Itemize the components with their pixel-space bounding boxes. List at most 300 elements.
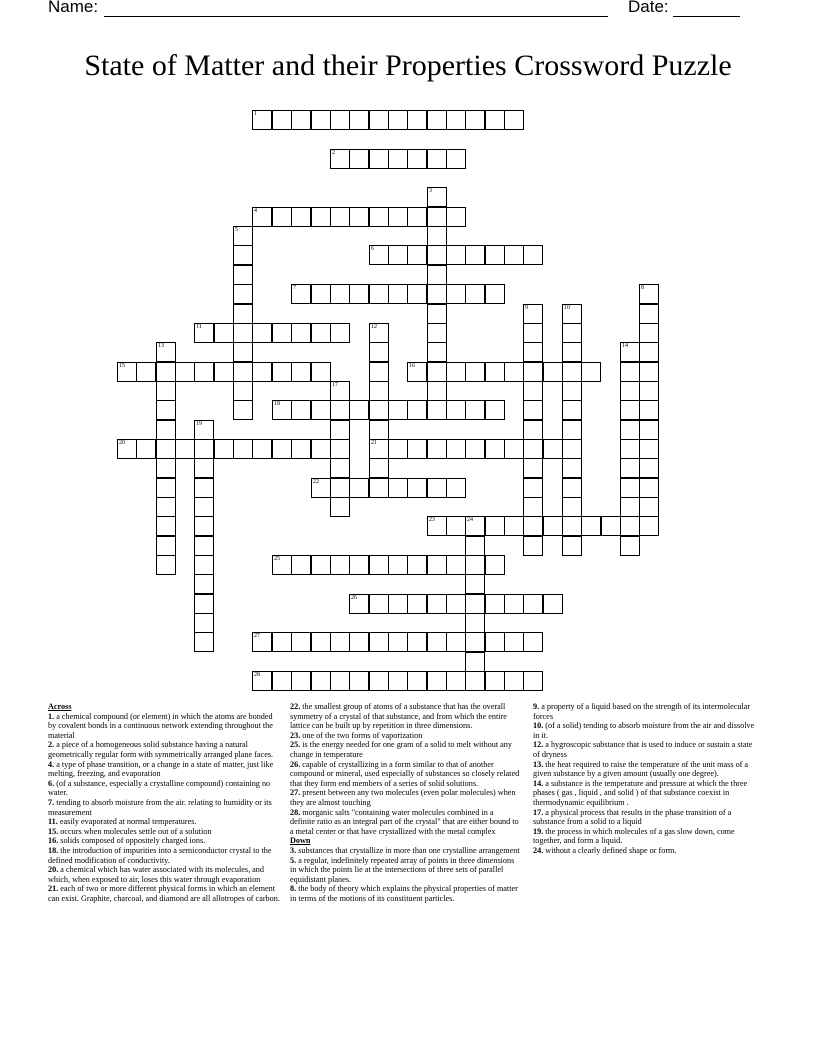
grid-cell[interactable]: [233, 439, 253, 459]
grid-cell[interactable]: [504, 516, 524, 536]
grid-cell[interactable]: [156, 342, 176, 362]
grid-cell[interactable]: [427, 516, 447, 536]
grid-cell[interactable]: [523, 632, 543, 652]
grid-cell[interactable]: [465, 594, 485, 614]
grid-cell[interactable]: [446, 439, 466, 459]
grid-cell[interactable]: [175, 439, 195, 459]
grid-cell[interactable]: [388, 207, 408, 227]
grid-cell[interactable]: [427, 381, 447, 401]
grid-cell[interactable]: [272, 110, 292, 130]
grid-cell[interactable]: [369, 420, 389, 440]
grid-cell[interactable]: [407, 594, 427, 614]
grid-cell[interactable]: [349, 555, 369, 575]
grid-cell[interactable]: [349, 110, 369, 130]
grid-cell[interactable]: [427, 245, 447, 265]
grid-cell[interactable]: [233, 265, 253, 285]
grid-cell[interactable]: [156, 458, 176, 478]
grid-cell[interactable]: [233, 284, 253, 304]
clue-down-8: 8. the body of theory which explains the physical properties of matter in terms of the motions of its constituent particles.: [290, 884, 518, 903]
grid-cell[interactable]: [523, 497, 543, 517]
clue-across-23: 23. one of the two forms of vaporization: [290, 730, 423, 740]
grid-cell[interactable]: [446, 632, 466, 652]
grid-cell[interactable]: [446, 555, 466, 575]
grid-cell[interactable]: [504, 594, 524, 614]
grid-cell[interactable]: [620, 420, 640, 440]
grid-cell[interactable]: [465, 555, 485, 575]
grid-cell[interactable]: [523, 323, 543, 343]
grid-cell[interactable]: [407, 110, 427, 130]
grid-cell[interactable]: [485, 284, 505, 304]
grid-cell[interactable]: [620, 439, 640, 459]
grid-cell[interactable]: [504, 110, 524, 130]
grid-cell[interactable]: [620, 400, 640, 420]
grid-cell[interactable]: [581, 516, 601, 536]
grid-cell[interactable]: [156, 400, 176, 420]
grid-cell[interactable]: [562, 536, 582, 556]
grid-cell[interactable]: [465, 652, 485, 672]
grid-cell[interactable]: [485, 245, 505, 265]
grid-cell[interactable]: [620, 478, 640, 498]
grid-cell[interactable]: [639, 458, 659, 478]
grid-cell[interactable]: [156, 536, 176, 556]
grid-cell[interactable]: [311, 362, 331, 382]
grid-cell[interactable]: [194, 613, 214, 633]
grid-cell[interactable]: [349, 400, 369, 420]
grid-cell[interactable]: [485, 516, 505, 536]
grid-cell[interactable]: [485, 400, 505, 420]
grid-cell[interactable]: [272, 323, 292, 343]
grid-cell[interactable]: [233, 342, 253, 362]
grid-cell[interactable]: [311, 400, 331, 420]
grid-cell[interactable]: [233, 400, 253, 420]
grid-cell[interactable]: [523, 594, 543, 614]
grid-cell[interactable]: [562, 516, 582, 536]
grid-cell[interactable]: [233, 304, 253, 324]
grid-cell[interactable]: [369, 632, 389, 652]
grid-cell[interactable]: [465, 400, 485, 420]
grid-cell[interactable]: [427, 149, 447, 169]
grid-cell[interactable]: [465, 439, 485, 459]
grid-cell[interactable]: [330, 478, 350, 498]
grid-cell[interactable]: [233, 245, 253, 265]
grid-cell[interactable]: [427, 207, 447, 227]
grid-cell[interactable]: [311, 478, 331, 498]
grid-cell[interactable]: [639, 284, 659, 304]
grid-cell[interactable]: [156, 478, 176, 498]
grid-cell[interactable]: [639, 400, 659, 420]
grid-cell[interactable]: [349, 149, 369, 169]
grid-cell[interactable]: [272, 671, 292, 691]
grid-cell[interactable]: [639, 439, 659, 459]
grid-cell[interactable]: [523, 381, 543, 401]
grid-cell[interactable]: [485, 439, 505, 459]
grid-cell[interactable]: [291, 207, 311, 227]
grid-cell[interactable]: [369, 671, 389, 691]
grid-cell[interactable]: [136, 439, 156, 459]
grid-cell[interactable]: [252, 632, 272, 652]
grid-cell[interactable]: [523, 458, 543, 478]
grid-cell[interactable]: [620, 536, 640, 556]
grid-cell[interactable]: [504, 671, 524, 691]
grid-cell[interactable]: [272, 362, 292, 382]
grid-cell[interactable]: [252, 671, 272, 691]
grid-cell[interactable]: [330, 381, 350, 401]
grid-cell[interactable]: [156, 381, 176, 401]
grid-cell[interactable]: [291, 439, 311, 459]
grid-cell[interactable]: [311, 284, 331, 304]
grid-cell[interactable]: [620, 516, 640, 536]
grid-cell[interactable]: [620, 362, 640, 382]
grid-cell[interactable]: [465, 284, 485, 304]
grid-cell[interactable]: [427, 187, 447, 207]
grid-cell[interactable]: [465, 632, 485, 652]
grid-cell[interactable]: [194, 420, 214, 440]
grid-cell[interactable]: [194, 574, 214, 594]
grid-cell[interactable]: [639, 516, 659, 536]
grid-cell[interactable]: [311, 439, 331, 459]
grid-cell[interactable]: [369, 555, 389, 575]
grid-cell[interactable]: [291, 555, 311, 575]
grid-cell[interactable]: [504, 439, 524, 459]
grid-cell[interactable]: [543, 594, 563, 614]
grid-cell[interactable]: [620, 497, 640, 517]
grid-cell[interactable]: [543, 516, 563, 536]
grid-cell[interactable]: [446, 207, 466, 227]
grid-cell[interactable]: [562, 381, 582, 401]
grid-cell[interactable]: [291, 400, 311, 420]
grid-cell[interactable]: [427, 439, 447, 459]
grid-cell[interactable]: [156, 555, 176, 575]
grid-cell[interactable]: [369, 323, 389, 343]
clue-down-13: 13. the heat required to raise the temperature of the unit mass of a given substance by a given amount (usually one degree).: [533, 759, 749, 779]
grid-cell[interactable]: [427, 555, 447, 575]
grid-cell[interactable]: [291, 671, 311, 691]
grid-cell[interactable]: [388, 671, 408, 691]
grid-cell[interactable]: [427, 594, 447, 614]
grid-cell[interactable]: [465, 613, 485, 633]
grid-cell[interactable]: [117, 439, 137, 459]
clue-across-16: 16. solids composed of oppositely charged ions.: [48, 836, 206, 846]
grid-cell[interactable]: [272, 439, 292, 459]
grid-cell[interactable]: [233, 362, 253, 382]
grid-cell[interactable]: [465, 362, 485, 382]
grid-cell[interactable]: [349, 207, 369, 227]
grid-cell[interactable]: [427, 400, 447, 420]
clue-number: 4: [254, 208, 257, 214]
grid-cell[interactable]: [446, 594, 466, 614]
grid-cell[interactable]: [639, 342, 659, 362]
grid-cell[interactable]: [639, 420, 659, 440]
grid-cell[interactable]: [427, 284, 447, 304]
grid-cell[interactable]: [330, 323, 350, 343]
across-heading: Across: [48, 702, 72, 711]
grid-cell[interactable]: [291, 110, 311, 130]
grid-cell[interactable]: [446, 478, 466, 498]
grid-cell[interactable]: [388, 245, 408, 265]
grid-cell[interactable]: [194, 632, 214, 652]
grid-cell[interactable]: [562, 304, 582, 324]
grid-cell[interactable]: [175, 362, 195, 382]
grid-cell[interactable]: [330, 400, 350, 420]
grid-cell[interactable]: [369, 342, 389, 362]
grid-cell[interactable]: [620, 381, 640, 401]
grid-cell[interactable]: [311, 110, 331, 130]
grid-cell[interactable]: [369, 362, 389, 382]
grid-cell[interactable]: [407, 284, 427, 304]
grid-cell[interactable]: [543, 362, 563, 382]
grid-cell[interactable]: [485, 671, 505, 691]
grid-cell[interactable]: [620, 342, 640, 362]
grid-cell[interactable]: [465, 110, 485, 130]
grid-cell[interactable]: [523, 536, 543, 556]
clue-number: 3: [429, 188, 432, 194]
grid-cell[interactable]: [388, 439, 408, 459]
clue-across-7: 7. tending to absorb moisture from the air. relating to humidity or its measurement: [48, 797, 272, 817]
grid-cell[interactable]: [407, 149, 427, 169]
grid-cell[interactable]: [562, 420, 582, 440]
grid-cell[interactable]: [194, 458, 214, 478]
grid-cell[interactable]: [427, 342, 447, 362]
grid-cell[interactable]: [485, 594, 505, 614]
grid-cell[interactable]: [369, 149, 389, 169]
grid-cell[interactable]: [194, 536, 214, 556]
grid-cell[interactable]: [330, 439, 350, 459]
grid-cell[interactable]: [388, 594, 408, 614]
grid-cell[interactable]: [639, 497, 659, 517]
grid-cell[interactable]: [446, 245, 466, 265]
grid-cell[interactable]: [465, 516, 485, 536]
grid-cell[interactable]: [523, 439, 543, 459]
grid-cell[interactable]: [523, 342, 543, 362]
clue-across-25: 25. is the energy needed for one gram of a solid to melt without any change in temperature: [290, 740, 512, 759]
clue-number: 14: [622, 343, 628, 349]
grid-cell[interactable]: [620, 458, 640, 478]
grid-cell[interactable]: [369, 478, 389, 498]
grid-cell[interactable]: [330, 110, 350, 130]
grid-cell[interactable]: [562, 362, 582, 382]
clue-number: 24: [467, 517, 473, 523]
grid-cell[interactable]: [523, 362, 543, 382]
grid-cell[interactable]: [330, 284, 350, 304]
grid-cell[interactable]: [194, 362, 214, 382]
grid-cell[interactable]: [233, 226, 253, 246]
grid-cell[interactable]: [291, 323, 311, 343]
grid-cell[interactable]: [388, 284, 408, 304]
grid-cell[interactable]: [427, 110, 447, 130]
grid-cell[interactable]: [427, 265, 447, 285]
grid-cell[interactable]: [504, 362, 524, 382]
grid-cell[interactable]: [330, 458, 350, 478]
grid-cell[interactable]: [349, 284, 369, 304]
grid-cell[interactable]: [369, 439, 389, 459]
grid-cell[interactable]: [233, 381, 253, 401]
grid-cell[interactable]: [194, 555, 214, 575]
clue-number: 23: [429, 517, 435, 523]
grid-cell[interactable]: [446, 149, 466, 169]
grid-cell[interactable]: [194, 516, 214, 536]
grid-cell[interactable]: [156, 362, 176, 382]
grid-cell[interactable]: [639, 478, 659, 498]
grid-cell[interactable]: [252, 207, 272, 227]
grid-cell[interactable]: [407, 207, 427, 227]
grid-cell[interactable]: [639, 323, 659, 343]
grid-cell[interactable]: [465, 245, 485, 265]
grid-cell[interactable]: [194, 478, 214, 498]
grid-cell[interactable]: [369, 284, 389, 304]
grid-cell[interactable]: [562, 400, 582, 420]
grid-cell[interactable]: [427, 632, 447, 652]
grid-cell[interactable]: [369, 400, 389, 420]
grid-cell[interactable]: [330, 207, 350, 227]
clue-number: 2: [332, 150, 335, 156]
grid-cell[interactable]: [427, 478, 447, 498]
grid-cell[interactable]: [330, 497, 350, 517]
grid-cell[interactable]: [272, 207, 292, 227]
grid-cell[interactable]: [349, 594, 369, 614]
grid-cell[interactable]: [272, 400, 292, 420]
grid-cell[interactable]: [369, 458, 389, 478]
grid-cell[interactable]: [156, 420, 176, 440]
grid-cell[interactable]: [388, 632, 408, 652]
grid-cell[interactable]: [388, 478, 408, 498]
grid-cell[interactable]: [369, 207, 389, 227]
clue-number: 22: [313, 479, 319, 485]
grid-cell[interactable]: [349, 671, 369, 691]
grid-cell[interactable]: [407, 362, 427, 382]
grid-cell[interactable]: [272, 555, 292, 575]
grid-cell[interactable]: [562, 478, 582, 498]
grid-cell[interactable]: [523, 420, 543, 440]
grid-cell[interactable]: [311, 323, 331, 343]
grid-cell[interactable]: [446, 362, 466, 382]
grid-cell[interactable]: [407, 555, 427, 575]
grid-cell[interactable]: [523, 478, 543, 498]
grid-cell[interactable]: [388, 400, 408, 420]
grid-cell[interactable]: [523, 304, 543, 324]
grid-cell[interactable]: [233, 323, 253, 343]
clue-number: 28: [254, 672, 260, 678]
grid-cell[interactable]: [465, 536, 485, 556]
grid-cell[interactable]: [427, 226, 447, 246]
grid-cell[interactable]: [562, 439, 582, 459]
grid-cell[interactable]: [427, 362, 447, 382]
grid-cell[interactable]: [543, 439, 563, 459]
grid-cell[interactable]: [562, 323, 582, 343]
grid-cell[interactable]: [407, 671, 427, 691]
grid-cell[interactable]: [349, 478, 369, 498]
clue-across-4: 4. a type of phase transition, or a change in a state of matter, just like melting, freezing, and evaporation: [48, 759, 274, 779]
grid-cell[interactable]: [214, 439, 234, 459]
grid-cell[interactable]: [407, 245, 427, 265]
grid-cell[interactable]: [407, 439, 427, 459]
grid-cell[interactable]: [349, 632, 369, 652]
grid-cell[interactable]: [523, 516, 543, 536]
grid-cell[interactable]: [311, 555, 331, 575]
clue-across-18: 18. the introduction of impurities into a semiconductor crystal to the defined modification of conductivity.: [48, 845, 272, 865]
grid-cell[interactable]: [465, 671, 485, 691]
grid-cell[interactable]: [156, 497, 176, 517]
grid-cell[interactable]: [427, 671, 447, 691]
grid-cell[interactable]: [369, 594, 389, 614]
grid-cell[interactable]: [136, 362, 156, 382]
grid-cell[interactable]: [311, 671, 331, 691]
grid-cell[interactable]: [485, 362, 505, 382]
grid-cell[interactable]: [388, 555, 408, 575]
grid-cell[interactable]: [639, 381, 659, 401]
grid-cell[interactable]: [446, 110, 466, 130]
grid-cell[interactable]: [446, 516, 466, 536]
grid-cell[interactable]: [485, 555, 505, 575]
grid-cell[interactable]: [485, 632, 505, 652]
grid-cell[interactable]: [194, 594, 214, 614]
grid-cell[interactable]: [504, 632, 524, 652]
grid-cell[interactable]: [523, 400, 543, 420]
grid-cell[interactable]: [311, 632, 331, 652]
grid-cell[interactable]: [523, 671, 543, 691]
grid-cell[interactable]: [214, 362, 234, 382]
grid-cell[interactable]: [272, 632, 292, 652]
grid-cell[interactable]: [330, 632, 350, 652]
clues-column-2: [290, 702, 520, 903]
grid-cell[interactable]: [388, 110, 408, 130]
grid-cell[interactable]: [252, 362, 272, 382]
grid-cell[interactable]: [388, 149, 408, 169]
grid-cell[interactable]: [214, 323, 234, 343]
grid-cell[interactable]: [330, 149, 350, 169]
grid-cell[interactable]: [156, 516, 176, 536]
grid-cell[interactable]: [562, 458, 582, 478]
grid-cell[interactable]: [407, 632, 427, 652]
grid-cell[interactable]: [446, 284, 466, 304]
grid-cell[interactable]: [601, 516, 621, 536]
clue-down-14: 14. a substance is the temperature and pressure at which the three phases ( gas , liquid , and solid ) of that substance coexist in thermodynamic equilibrium .: [533, 778, 748, 807]
grid-cell[interactable]: [465, 574, 485, 594]
grid-cell[interactable]: [194, 323, 214, 343]
grid-cell[interactable]: [581, 362, 601, 382]
grid-cell[interactable]: [156, 439, 176, 459]
grid-cell[interactable]: [194, 497, 214, 517]
grid-cell[interactable]: [504, 245, 524, 265]
grid-cell[interactable]: [252, 439, 272, 459]
grid-cell[interactable]: [330, 671, 350, 691]
grid-cell[interactable]: [291, 632, 311, 652]
grid-cell[interactable]: [562, 497, 582, 517]
grid-cell[interactable]: [311, 207, 331, 227]
grid-cell[interactable]: [369, 245, 389, 265]
grid-cell[interactable]: [407, 478, 427, 498]
grid-cell[interactable]: [446, 400, 466, 420]
grid-cell[interactable]: [252, 323, 272, 343]
grid-cell[interactable]: [330, 420, 350, 440]
grid-cell[interactable]: [562, 342, 582, 362]
grid-cell[interactable]: [291, 284, 311, 304]
grid-cell[interactable]: [252, 110, 272, 130]
grid-cell[interactable]: [639, 304, 659, 324]
grid-cell[interactable]: [291, 362, 311, 382]
grid-cell[interactable]: [369, 110, 389, 130]
grid-cell[interactable]: [427, 304, 447, 324]
grid-cell[interactable]: [427, 323, 447, 343]
grid-cell[interactable]: [117, 362, 137, 382]
grid-cell[interactable]: [330, 555, 350, 575]
grid-cell[interactable]: [369, 381, 389, 401]
grid-cell[interactable]: [523, 245, 543, 265]
grid-cell[interactable]: [194, 439, 214, 459]
grid-cell[interactable]: [639, 362, 659, 382]
grid-cell[interactable]: [485, 110, 505, 130]
grid-cell[interactable]: [446, 671, 466, 691]
grid-cell[interactable]: [407, 400, 427, 420]
